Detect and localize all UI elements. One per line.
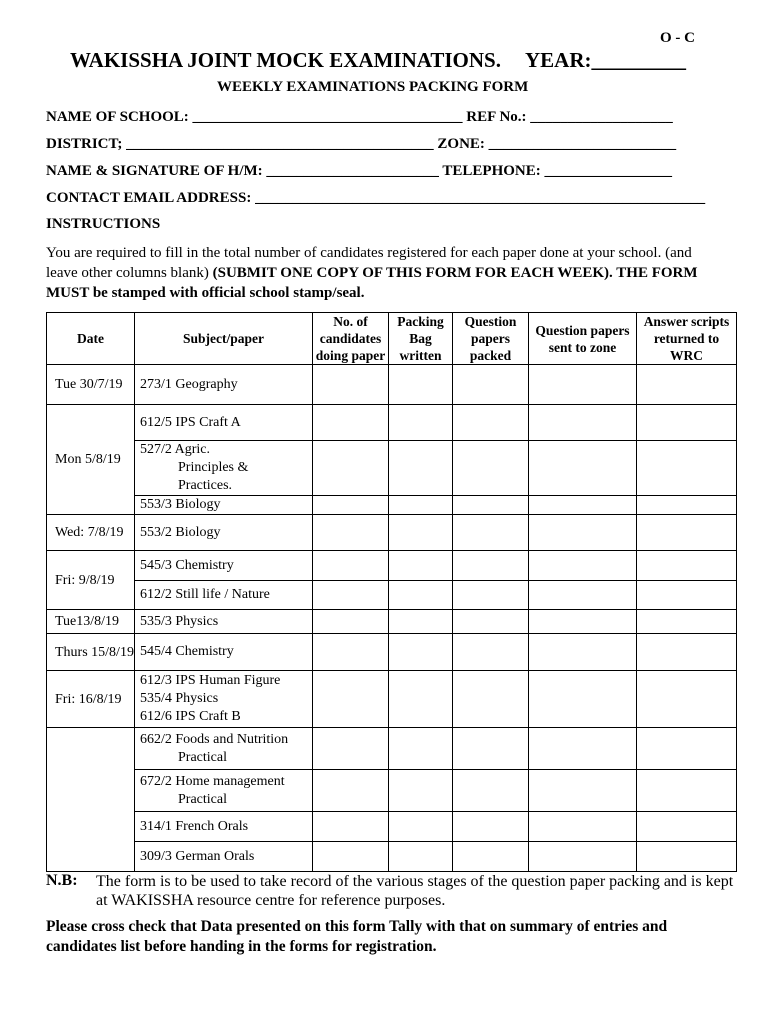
entry-cell[interactable] — [529, 671, 637, 728]
subject-line: 527/2 Agric. — [140, 442, 210, 457]
entry-cell[interactable] — [313, 441, 389, 496]
entry-cell[interactable] — [389, 581, 453, 610]
instructions-heading: INSTRUCTIONS — [46, 216, 161, 232]
final-note: Please cross check that Data presented on this form Tally with that on summary of entries and candidates list before handing in the forms for registration. — [46, 918, 668, 955]
entry-cell[interactable] — [637, 496, 737, 515]
subject-cell: 273/1 Geography — [135, 365, 313, 405]
entry-cell[interactable] — [529, 610, 637, 634]
entry-cell[interactable] — [313, 365, 389, 405]
table-row — [47, 728, 737, 770]
nb-label: N.B: — [46, 872, 78, 889]
entry-cell[interactable] — [637, 634, 737, 671]
subject-line: 612/3 IPS Human Figure — [140, 673, 281, 688]
entry-cell[interactable] — [313, 634, 389, 671]
entry-cell[interactable] — [453, 770, 529, 812]
subject-line: 672/2 Home management — [140, 773, 285, 789]
entry-cell[interactable] — [453, 441, 529, 496]
entry-cell[interactable] — [529, 365, 637, 405]
year-field[interactable]: YEAR:_________ — [525, 48, 686, 72]
subject-cell — [135, 441, 313, 496]
subject-line: 535/4 Physics — [140, 691, 219, 706]
entry-cell[interactable] — [453, 405, 529, 441]
subject-cell — [135, 770, 313, 812]
entry-cell[interactable] — [453, 728, 529, 770]
entry-cell[interactable] — [453, 812, 529, 842]
entry-cell[interactable] — [389, 728, 453, 770]
entry-cell[interactable] — [637, 728, 737, 770]
instructions-bold: (SUBMIT ONE COPY OF THIS FORM FOR EACH WEEK). THE FORM MUST be stamped with official school stamp/seal. — [46, 265, 698, 301]
entry-cell[interactable] — [313, 812, 389, 842]
col-header-date: Date — [47, 313, 135, 365]
col-header-packing-bag: Packing Bag written — [389, 313, 453, 365]
subject-line: Practices. — [178, 478, 233, 493]
entry-cell[interactable] — [529, 842, 637, 872]
school-ref-field[interactable]: NAME OF SCHOOL: ____________________________________ REF No.: ___________________ — [46, 109, 673, 125]
date-cell: Mon 5/8/19 — [47, 405, 135, 515]
entry-cell[interactable] — [637, 515, 737, 551]
entry-cell[interactable] — [637, 441, 737, 496]
entry-cell[interactable] — [313, 671, 389, 728]
date-cell: Fri: 9/8/19 — [47, 551, 135, 610]
entry-cell[interactable] — [529, 812, 637, 842]
entry-cell[interactable] — [453, 581, 529, 610]
subject-cell: 309/3 German Orals — [135, 842, 313, 872]
table-row — [47, 441, 737, 496]
entry-cell[interactable] — [313, 770, 389, 812]
entry-cell[interactable] — [313, 496, 389, 515]
entry-cell[interactable] — [389, 770, 453, 812]
entry-cell[interactable] — [453, 365, 529, 405]
table-row — [47, 842, 737, 872]
entry-cell[interactable] — [637, 581, 737, 610]
subject-cell — [135, 671, 313, 728]
entry-cell[interactable] — [389, 496, 453, 515]
subject-cell — [135, 728, 313, 770]
table-row — [47, 581, 737, 610]
entry-cell[interactable] — [529, 551, 637, 581]
subject-line: Principles & — [178, 460, 249, 475]
table-row — [47, 671, 737, 728]
entry-cell[interactable] — [389, 842, 453, 872]
table-row — [47, 610, 737, 634]
entry-cell[interactable] — [529, 581, 637, 610]
headmaster-telephone-field[interactable]: NAME & SIGNATURE OF H/M: _______________________ TELEPHONE: _________________ — [46, 163, 672, 179]
table-row — [47, 365, 737, 405]
subject-line: Practical — [178, 749, 227, 765]
table-row — [47, 634, 737, 671]
entry-cell[interactable] — [313, 842, 389, 872]
entry-cell[interactable] — [453, 515, 529, 551]
instructions-body: You are required to fill in the total number of candidates registered for each paper done at your school. (and leave other columns blank) — [46, 245, 692, 281]
date-cell: Tue 30/7/19 — [47, 365, 135, 405]
date-cell: Wed: 7/8/19 — [47, 515, 135, 551]
entry-cell[interactable] — [529, 634, 637, 671]
entry-cell[interactable] — [389, 405, 453, 441]
entry-cell[interactable] — [453, 551, 529, 581]
entry-cell[interactable] — [637, 770, 737, 812]
entry-cell[interactable] — [389, 515, 453, 551]
entry-cell[interactable] — [637, 551, 737, 581]
entry-cell[interactable] — [637, 812, 737, 842]
entry-cell[interactable] — [637, 365, 737, 405]
entry-cell[interactable] — [389, 634, 453, 671]
entry-cell[interactable] — [389, 812, 453, 842]
entry-cell[interactable] — [637, 405, 737, 441]
entry-cell[interactable] — [529, 515, 637, 551]
entry-cell[interactable] — [529, 441, 637, 496]
entry-cell[interactable] — [389, 671, 453, 728]
entry-cell[interactable] — [453, 496, 529, 515]
entry-cell[interactable] — [313, 405, 389, 441]
entry-cell[interactable] — [637, 671, 737, 728]
entry-cell[interactable] — [389, 365, 453, 405]
col-header-papers-packed: Question papers packed — [453, 313, 529, 365]
entry-cell[interactable] — [313, 728, 389, 770]
entry-cell[interactable] — [313, 551, 389, 581]
district-zone-field[interactable]: DISTRICT; _________________________________________ ZONE: _________________________ — [46, 136, 677, 152]
form-code: O - C — [660, 30, 695, 46]
entry-cell[interactable] — [529, 770, 637, 812]
date-cell: Fri: 16/8/19 — [47, 671, 135, 728]
subject-line: 612/6 IPS Craft B — [140, 709, 241, 724]
subject-cell: 545/3 Chemistry — [135, 551, 313, 581]
nb-text: The form is to be used to take record of the various stages of the question paper packing and is kept at WAKISSHA resource centre for reference purposes. — [96, 873, 734, 909]
subject-cell: 612/2 Still life / Nature — [135, 581, 313, 610]
entry-cell[interactable] — [453, 634, 529, 671]
entry-cell[interactable] — [453, 671, 529, 728]
entry-cell[interactable] — [529, 728, 637, 770]
table-row — [47, 405, 737, 441]
date-cell: Thurs 15/8/19 — [47, 634, 135, 671]
packing-table — [46, 312, 737, 872]
table-header-row — [47, 313, 737, 365]
entry-cell[interactable] — [529, 405, 637, 441]
subject-cell: 612/5 IPS Craft A — [135, 405, 313, 441]
subject-cell: 314/1 French Orals — [135, 812, 313, 842]
page-title: WAKISSHA JOINT MOCK EXAMINATIONS. — [70, 48, 501, 72]
subject-cell: 553/3 Biology — [135, 496, 313, 515]
entry-cell[interactable] — [389, 610, 453, 634]
email-field[interactable]: CONTACT EMAIL ADDRESS: ____________________________________________________________ — [46, 190, 706, 206]
col-header-scripts-returned: Answer scripts returned to WRC — [637, 313, 737, 365]
table-row — [47, 770, 737, 812]
subject-cell: 535/3 Physics — [135, 610, 313, 634]
entry-cell[interactable] — [453, 842, 529, 872]
entry-cell[interactable] — [453, 610, 529, 634]
table-row — [47, 496, 737, 515]
col-header-papers-sent: Question papers sent to zone — [529, 313, 637, 365]
entry-cell[interactable] — [637, 610, 737, 634]
subject-line: 662/2 Foods and Nutrition — [140, 731, 289, 747]
date-cell-empty — [47, 728, 135, 872]
entry-cell[interactable] — [313, 610, 389, 634]
col-header-candidates: No. of candidates doing paper — [313, 313, 389, 365]
entry-cell[interactable] — [637, 842, 737, 872]
subject-line: Practical — [178, 791, 227, 807]
entry-cell[interactable] — [313, 581, 389, 610]
table-row — [47, 812, 737, 842]
col-header-subject: Subject/paper — [135, 313, 313, 365]
entry-cell[interactable] — [529, 496, 637, 515]
date-cell: Tue13/8/19 — [47, 610, 135, 634]
subject-cell: 553/2 Biology — [135, 515, 313, 551]
instructions-text — [46, 243, 721, 303]
subject-cell: 545/4 Chemistry — [135, 634, 313, 671]
table-row — [47, 515, 737, 551]
form-subtitle: WEEKLY EXAMINATIONS PACKING FORM — [217, 79, 529, 95]
table-row — [47, 551, 737, 581]
entry-cell[interactable] — [389, 551, 453, 581]
entry-cell[interactable] — [389, 441, 453, 496]
entry-cell[interactable] — [313, 515, 389, 551]
